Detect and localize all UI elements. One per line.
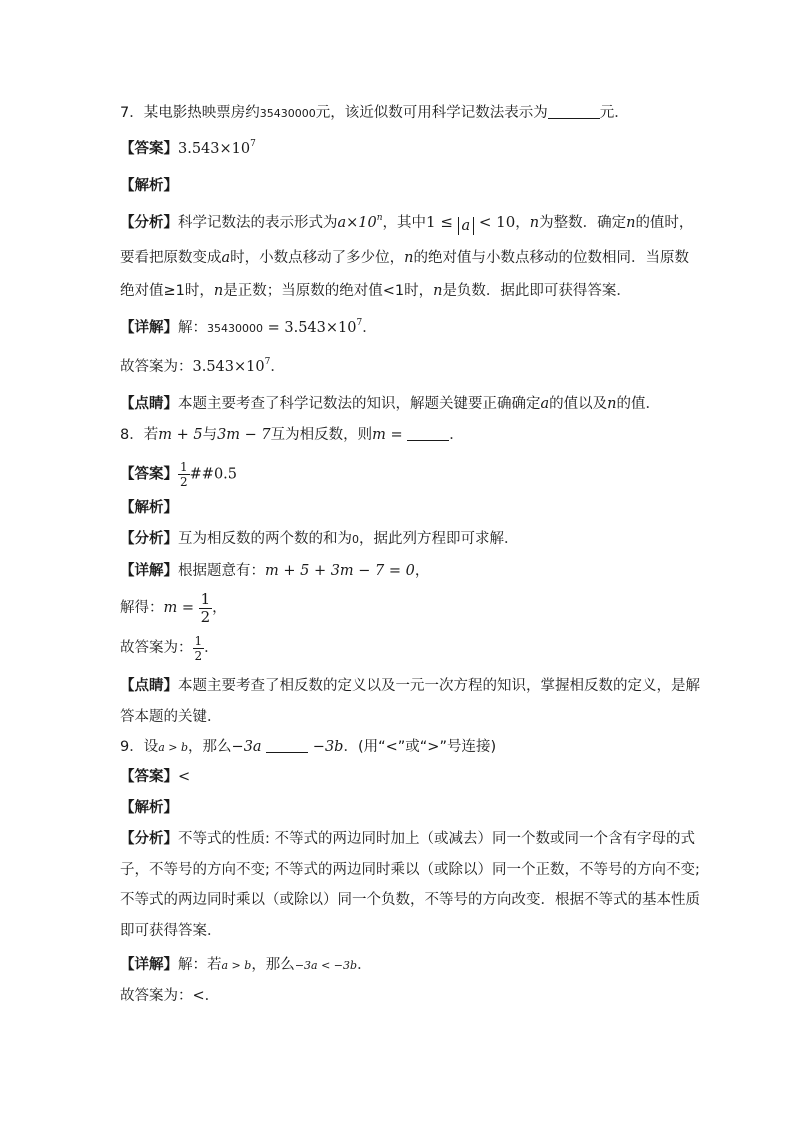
xiangjie-tag: 【详解】 — [120, 563, 178, 579]
xiangjie-tag: 【详解】 — [120, 957, 178, 973]
fenxi-tag: 【分析】 — [120, 215, 178, 231]
formula: −3b — [312, 739, 344, 755]
text: 要看把原数变成 — [120, 250, 222, 266]
q8-gu-answer — [120, 634, 219, 662]
number: 35430000 — [207, 322, 263, 335]
exponent: 7 — [264, 357, 271, 367]
q8-dianjing-line-2 — [120, 707, 222, 727]
variable: n — [529, 215, 540, 231]
formula: m + 5 + 3m − 7 = 0 — [265, 563, 415, 579]
q7-stem-end: 元． — [599, 105, 629, 121]
q7-answer-blank — [548, 104, 600, 119]
formula: −3a < −3b — [294, 959, 358, 972]
text: ，其中 — [382, 215, 427, 231]
text: 8．若 — [120, 427, 159, 443]
q8-gu-fraction — [193, 635, 205, 662]
q9-fenxi-line-1 — [120, 829, 695, 849]
q8-answer-blank — [407, 426, 449, 441]
text: 故答案为： — [120, 988, 193, 1004]
formula: 3.543×10 — [192, 359, 265, 375]
q8-answer — [120, 461, 237, 487]
q8-answer-alt: 0.5 — [213, 466, 238, 483]
text: 本题主要考查了相反数的定义以及一元一次方程的知识，掌握相反数的定义，是解 — [178, 678, 700, 694]
q7-stem-text: 7．某电影热映票房约 — [120, 105, 260, 121]
q9-answer-blank — [266, 738, 308, 753]
fenxi-tag: 【分析】 — [120, 531, 178, 547]
formula: < 10 — [478, 213, 516, 231]
q8-jiexi — [120, 498, 178, 518]
text: ，据此列方程即可求解． — [359, 531, 519, 547]
text: 本题主要考查了科学记数法的知识，解题关键要正确确定 — [178, 396, 541, 412]
q7-xiangjie — [120, 318, 377, 339]
text: 不等式的两边同时乘以（或除以）同一个负数，不等号的方向改变．根据不等式的基本性质 — [120, 892, 700, 908]
text: ． — [270, 359, 285, 375]
q9-jiexi — [120, 798, 178, 818]
xiangjie-tag: 【详解】 — [120, 320, 178, 336]
text: 科学记数法的表示形式为 — [178, 215, 338, 231]
q9-fenxi-line-4 — [120, 921, 222, 941]
q8-xiangjie — [120, 561, 429, 581]
q7-fenxi-line-3 — [120, 281, 631, 301]
formula: −3a — [231, 739, 262, 755]
q7-answer-value: 3.543×10 — [178, 141, 251, 157]
formula: = 3.543×10 — [263, 320, 357, 336]
exponent: n — [376, 213, 383, 223]
formula: a > b — [158, 741, 189, 754]
denominator: 2 — [194, 648, 203, 663]
q7-stem — [120, 103, 629, 124]
answer-tag: 【答案】 — [120, 769, 178, 785]
answer-tag: 【答案】 — [120, 141, 178, 157]
q7-jiexi — [120, 176, 178, 196]
number: 0 — [352, 533, 359, 546]
numerator: 1 — [194, 633, 203, 648]
jiexi-tag: 【解析】 — [120, 800, 178, 816]
variable: n — [433, 283, 443, 299]
dianjing-tag: 【点睛】 — [120, 678, 178, 694]
text: 绝对值≥1时， — [120, 283, 214, 299]
abs-value: a — [458, 217, 475, 235]
denominator: 2 — [200, 607, 211, 626]
variable: n — [213, 283, 224, 299]
q7-answer — [120, 139, 256, 159]
formula: < — [192, 988, 205, 1004]
text: 为整数．确定 — [539, 215, 627, 231]
text: 的值以及 — [549, 396, 608, 412]
q7-fenxi-line-1 — [120, 212, 693, 235]
q7-dianjing — [120, 394, 660, 414]
numerator: 1 — [200, 589, 211, 608]
formula: m + 5 — [158, 427, 203, 443]
q8-fenxi — [120, 529, 519, 550]
numerator: 1 — [180, 460, 188, 474]
text: ． — [357, 957, 372, 973]
text: 不等式的性质: 不等式的两边同时加上（或减去）同一个数或同一个含有字母的式 — [178, 831, 695, 847]
text: ． — [362, 320, 377, 336]
text: 互为相反数，则 — [270, 427, 373, 443]
dianjing-tag: 【点睛】 — [120, 396, 178, 412]
q7-fenxi-line-2 — [120, 248, 689, 268]
jiexi-tag: 【解析】 — [120, 178, 178, 194]
text: 解： — [178, 320, 207, 336]
q9-stem — [120, 737, 496, 758]
variable: n — [404, 250, 414, 266]
text: ， — [515, 215, 530, 231]
q8-stem — [120, 425, 464, 445]
fenxi-tag: 【分析】 — [120, 831, 178, 847]
q8-answer-fraction — [178, 461, 190, 488]
jiexi-tag: 【解析】 — [120, 500, 178, 516]
q9-fenxi-line-3 — [120, 890, 700, 910]
q8-jiede-fraction — [199, 589, 213, 626]
text: ， — [212, 600, 227, 616]
text: ． — [204, 640, 219, 656]
text: 解得： — [120, 600, 164, 616]
formula: = — [385, 427, 403, 443]
formula: 3m − 7 — [217, 427, 271, 443]
q9-answer-value: < — [178, 769, 191, 785]
separator: ## — [189, 466, 214, 483]
text: 即可获得答案． — [120, 923, 222, 939]
variable: m — [163, 600, 178, 616]
text: 是正数；当原数的绝对值<1时， — [223, 283, 434, 299]
text: 9．设 — [120, 739, 159, 755]
text: 与 — [202, 427, 218, 443]
text: ，那么 — [251, 957, 295, 973]
variable: a — [540, 396, 550, 412]
text: 的绝对值与小数点移动的位数相同．当原数 — [413, 250, 689, 266]
text: ． — [449, 427, 464, 443]
q7-stem-text-2: 元，该近似数可用科学记数法表示为 — [315, 105, 548, 121]
q7-answer-exponent: 7 — [250, 139, 256, 149]
q8-dianjing-line-1 — [120, 676, 700, 696]
q9-answer — [120, 767, 190, 787]
text: 是负数．据此即可获得答案． — [442, 283, 631, 299]
text: 的值． — [616, 396, 660, 412]
variable: n — [626, 215, 636, 231]
formula: a > b — [221, 959, 252, 972]
variable: m — [372, 427, 386, 443]
q9-gu-answer — [120, 986, 219, 1006]
text: ．(用“<”或“>”号连接) — [343, 739, 497, 755]
exponent: 7 — [356, 318, 363, 328]
text: 互为相反数的两个数的和为 — [178, 531, 352, 547]
text: ， — [414, 563, 430, 579]
formula: = — [177, 600, 195, 616]
text: 子，不等号的方向不变; 不等式的两边同时乘以（或除以）同一个正数，不等号的方向不变; — [120, 862, 700, 878]
text: ，那么 — [188, 739, 232, 755]
answer-tag: 【答案】 — [120, 466, 178, 483]
q8-jiede — [120, 588, 227, 628]
variable: a — [221, 250, 231, 266]
text: ． — [204, 988, 220, 1004]
variable: n — [607, 396, 617, 412]
q7-gu-answer — [120, 357, 285, 377]
formula: 1 ≤ — [426, 213, 453, 231]
text: 故答案为： — [120, 359, 193, 375]
q9-xiangjie — [120, 955, 372, 976]
q7-stem-number: 35430000 — [259, 107, 316, 120]
text: 时，小数点移动了多少位， — [230, 250, 405, 266]
text: 解：若 — [178, 957, 222, 973]
formula: a×10 — [337, 215, 377, 231]
text: 答本题的关键． — [120, 709, 222, 725]
text: 根据题意有： — [178, 563, 265, 579]
text: 的值时， — [635, 215, 694, 231]
text: 故答案为： — [120, 640, 193, 656]
denominator: 2 — [180, 475, 188, 489]
q9-fenxi-line-2 — [120, 860, 700, 880]
